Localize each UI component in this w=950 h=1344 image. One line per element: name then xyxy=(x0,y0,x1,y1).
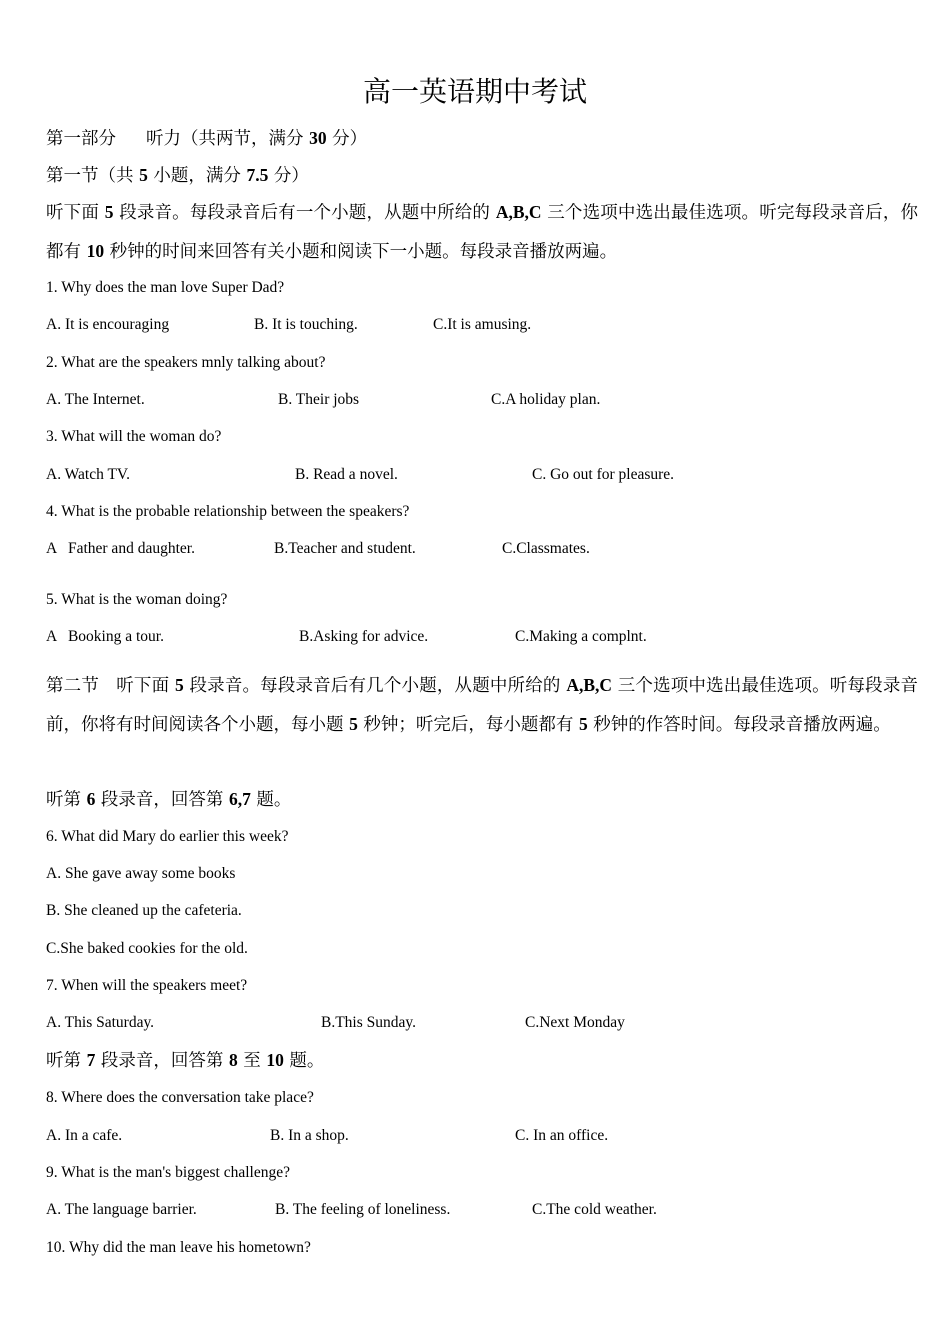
q6-option-c: C.She baked cookies for the old. xyxy=(46,940,248,957)
q7-option-c: C.Next Monday xyxy=(525,1014,625,1031)
question-7: 7. When will the speakers meet? xyxy=(46,977,248,994)
question-10: 10. Why did the man leave his hometown? xyxy=(46,1239,311,1256)
q2-option-a: A. The Internet. xyxy=(46,391,145,408)
q8-option-a: A. In a cafe. xyxy=(46,1127,123,1144)
q2-option-b: B. Their jobs xyxy=(278,391,360,408)
q8-option-c: C. In an office. xyxy=(515,1127,609,1144)
q8-option-b: B. In a shop. xyxy=(270,1127,349,1144)
q7-option-b: B.This Sunday. xyxy=(321,1014,417,1031)
section2-instructions: 第二节 听下面 5 段录音。每段录音后有几个小题，从题中所给的 A,B,C 三个选项中选出最佳选项。听每段录音前，你将有时间阅读各个小题，每小题 5 秒钟；听完后，每小题都有 5 秒钟的作答时间。每段录音播放两遍。 xyxy=(46,675,918,735)
q3-option-a: A. Watch TV. xyxy=(46,466,131,483)
q4-option-a: A Father and daughter. xyxy=(46,540,195,557)
section1-heading: 第一节（共 5 小题，满分 7.5 分） xyxy=(46,165,309,186)
q6-option-b: B. She cleaned up the cafeteria. xyxy=(46,902,242,919)
section1-instructions: 听下面 5 段录音。每段录音后有一个小题，从题中所给的 A,B,C 三个选项中选出最佳选项。听完每段录音后，你都有 10 秒钟的时间来回答有关小题和阅读下一小题。每段录音播放两遍。 xyxy=(46,202,918,262)
q3-option-c: C. Go out for pleasure. xyxy=(532,466,675,483)
q5-option-b: B.Asking for advice. xyxy=(299,628,429,645)
q1-option-c: C.It is amusing. xyxy=(433,316,532,333)
question-2: 2. What are the speakers mnly talking about? xyxy=(46,354,326,371)
q4-option-c: C.Classmates. xyxy=(502,540,590,557)
q9-option-c: C.The cold weather. xyxy=(532,1201,657,1218)
question-8: 8. Where does the conversation take place? xyxy=(46,1089,314,1106)
q1-option-b: B. It is touching. xyxy=(254,316,358,333)
question-9: 9. What is the man's biggest challenge? xyxy=(46,1164,290,1181)
question-4: 4. What is the probable relationship between the speakers? xyxy=(46,503,410,520)
q5-option-a: A Booking a tour. xyxy=(46,628,164,645)
part1-heading: 第一部分 听力（共两节，满分 30 分） xyxy=(46,128,368,149)
question-1: 1. Why does the man love Super Dad? xyxy=(46,279,285,296)
question-6: 6. What did Mary do earlier this week? xyxy=(46,828,289,845)
q1-option-a: A. It is encouraging xyxy=(46,316,170,333)
q9-option-b: B. The feeling of loneliness. xyxy=(275,1201,451,1218)
q5-option-c: C.Making a complnt. xyxy=(515,628,647,645)
listen-7-heading: 听第 7 段录音，回答第 8 至 10 题。 xyxy=(46,1050,325,1071)
q4-option-b: B.Teacher and student. xyxy=(274,540,416,557)
q3-option-b: B. Read a novel. xyxy=(295,466,398,483)
question-5: 5. What is the woman doing? xyxy=(46,591,228,608)
listen-6-heading: 听第 6 段录音，回答第 6,7 题。 xyxy=(46,789,292,810)
q6-option-a: A. She gave away some books xyxy=(46,865,236,882)
q7-option-a: A. This Saturday. xyxy=(46,1014,155,1031)
q9-option-a: A. The language barrier. xyxy=(46,1201,197,1218)
question-3: 3. What will the woman do? xyxy=(46,428,222,445)
q2-option-c: C.A holiday plan. xyxy=(491,391,601,408)
page-title: 高一英语期中考试 xyxy=(362,75,587,108)
